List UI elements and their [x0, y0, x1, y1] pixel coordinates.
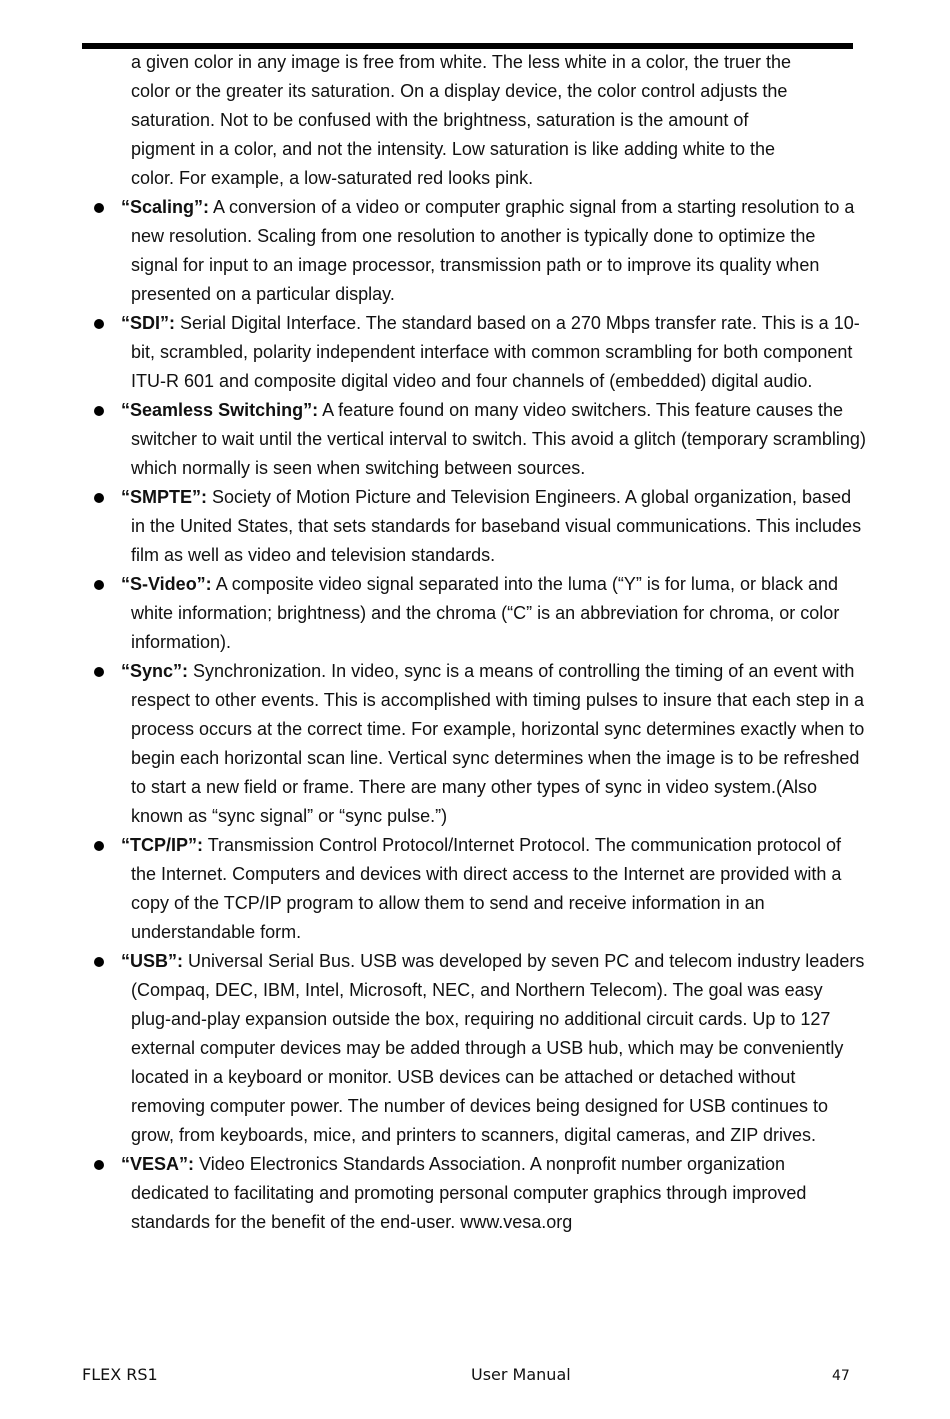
bullet-icon — [94, 406, 104, 416]
glossary-term: “Seamless Switching”: — [121, 400, 319, 420]
glossary-term: “TCP/IP”: — [121, 835, 204, 855]
glossary-entry-s-video — [82, 570, 867, 657]
glossary-term: “USB”: — [121, 951, 183, 971]
glossary-term: “SDI”: — [121, 313, 175, 333]
glossary-entry-tcp-ip — [82, 831, 867, 947]
bullet-icon — [94, 580, 104, 590]
glossary-definition: A conversion of a video or computer graphic signal from a starting resolution to a new resolution. Scaling from one resolution to another is typically done to optimize the signal for input to an image processor, transmission path or to improve its quality when presented on a particular display. — [131, 197, 855, 304]
glossary-term: “Sync”: — [121, 661, 189, 681]
bullet-icon — [94, 493, 104, 503]
glossary-definition: A feature found on many video switchers. This feature causes the switcher to wait until the vertical interval to switch. This avoid a glitch (temporary scrambling) which normally is seen when switching between sources. — [131, 400, 866, 478]
footer-product-name: FLEX RS1 — [82, 1365, 158, 1384]
bullet-icon — [94, 667, 104, 677]
glossary-definition: Synchronization. In video, sync is a means of controlling the timing of an event with respect to other events. This is accomplished with timing pulses to insure that each step in a process occurs at the correct time. For example, horizontal sync determines exactly when to begin each horizontal scan line. Vertical sync determines when the image is to be refreshed to start a new field or frame. There are many other types of sync in video system.(Also known as “sync signal” or “sync pulse.”) — [131, 661, 865, 826]
footer-document-title: User Manual — [471, 1365, 571, 1384]
glossary-definition: Serial Digital Interface. The standard based on a 270 Mbps transfer rate. This is a 10-bit, scrambled, polarity independent interface with common scrambling for both component ITU-R 601 and composite digital video and four channels of (embedded) digital audio. — [131, 313, 860, 391]
bullet-icon — [94, 319, 104, 329]
glossary-entry-usb — [82, 947, 867, 1150]
bullet-icon — [94, 203, 104, 213]
glossary-content — [82, 48, 867, 1237]
intro-paragraph: a given color in any image is free from white. The less white in a color, the truer the color or the greater its saturation. On a display device, the color control adjusts the saturation. Not to be confused with the brightness, saturation is the amount of pigment in a color, and not the intensity. Low saturation is like adding white to the color. For example, a low-saturated red looks pink. — [131, 52, 791, 188]
glossary-definition: A composite video signal separated into the luma (“Y” is for luma, or black and white information; brightness) and the chroma (“C” is an abbreviation for chroma, or color information). — [131, 574, 840, 652]
glossary-definition: Video Electronics Standards Association. A nonprofit number organization dedicated to facilitating and promoting personal computer graphics through improved standards for the benefit of the end-user. www.vesa.org — [131, 1154, 807, 1232]
glossary-term: “SMPTE”: — [121, 487, 208, 507]
glossary-entry-seamless-switching — [82, 396, 867, 483]
glossary-definition: Transmission Control Protocol/Internet Protocol. The communication protocol of the Internet. Computers and devices with direct access to the Internet are provided with a copy of the TCP/IP program to allow them to send and receive information in an understandable form. — [131, 835, 842, 942]
glossary-term: “VESA”: — [121, 1154, 195, 1174]
glossary-entry-sdi — [82, 309, 867, 396]
glossary-entry-vesa — [82, 1150, 867, 1237]
glossary-entry-sync — [82, 657, 867, 831]
page-number: 47 — [832, 1368, 850, 1384]
bullet-icon — [94, 957, 104, 967]
glossary-definition: Society of Motion Picture and Television Engineers. A global organization, based in the United States, that sets standards for baseband visual communications. This includes film as well as video and television standards. — [131, 487, 862, 565]
glossary-entry-smpte — [82, 483, 867, 570]
glossary-definition: Universal Serial Bus. USB was developed by seven PC and telecom industry leaders (Compaq, DEC, IBM, Intel, Microsoft, NEC, and Northern Telecom). The goal was easy plug-and-play expansion outside the box, requiring no additional circuit cards. Up to 127 external computer devices may be added through a USB hub, which may be conveniently located in a keyboard or monitor. USB devices can be attached or detached without removing computer power. The number of devices being designed for USB continues to grow, from keyboards, mice, and printers to scanners, digital cameras, and ZIP drives. — [131, 951, 865, 1145]
glossary-entry-scaling — [82, 193, 867, 309]
glossary-term: “Scaling”: — [121, 197, 210, 217]
bullet-icon — [94, 1160, 104, 1170]
glossary-term: “S-Video”: — [121, 574, 212, 594]
bullet-icon — [94, 841, 104, 851]
